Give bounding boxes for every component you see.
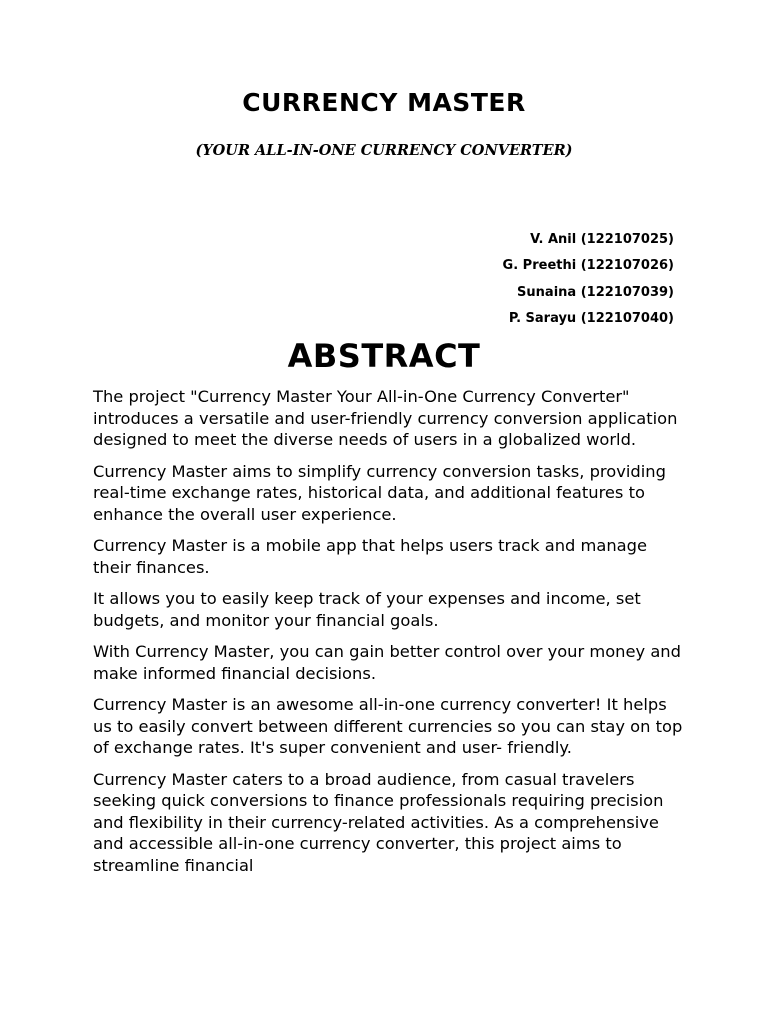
abstract-paragraph: Currency Master caters to a broad audience, from casual travelers seeking quick conversions to finance professionals requiring precision and flexibility in their currency-related activities. As a comprehensive and accessible all-in-one currency converter, this project aims to streamline financial [93,769,664,875]
abstract-paragraph: Currency Master is a mobile app that helps users track and manage their finances. [93,536,648,577]
document-title: CURRENCY MASTER [242,88,526,117]
abstract-paragraph: Currency Master aims to simplify currency conversion tasks, providing real-time exchange rates, historical data, and additional features to enhance the overall user experience. [93,461,666,524]
author-item: V. Anil (122107025) [530,232,674,247]
document-subtitle: (YOUR ALL-IN-ONE CURRENCY CONVERTER) [195,142,573,159]
author-item: P. Sarayu (122107040) [508,310,674,326]
abstract-paragraph: Currency Master is an awesome all-in-one currency converter! It helps us to easily convert between different currencies so you can stay on top of exchange rates. It's super convenient and user- friendly. [93,695,683,757]
author-item: Sunaina (122107039) [517,284,674,300]
author-item: G. Preethi (122107026) [502,258,674,274]
section-heading-abstract: ABSTRACT [287,337,481,375]
abstract-body [93,386,683,886]
abstract-paragraph: The project "Currency Master Your All-in-One Currency Converter" introduces a versatile and user-friendly currency conversion application designed to meet the diverse needs of users in a globalized world. [93,387,678,449]
author-list [503,229,674,334]
abstract-paragraph: It allows you to easily keep track of your expenses and income, set budgets, and monitor your financial goals. [93,589,641,630]
abstract-paragraph: With Currency Master, you can gain better control over your money and make informed financial decisions. [93,642,681,683]
